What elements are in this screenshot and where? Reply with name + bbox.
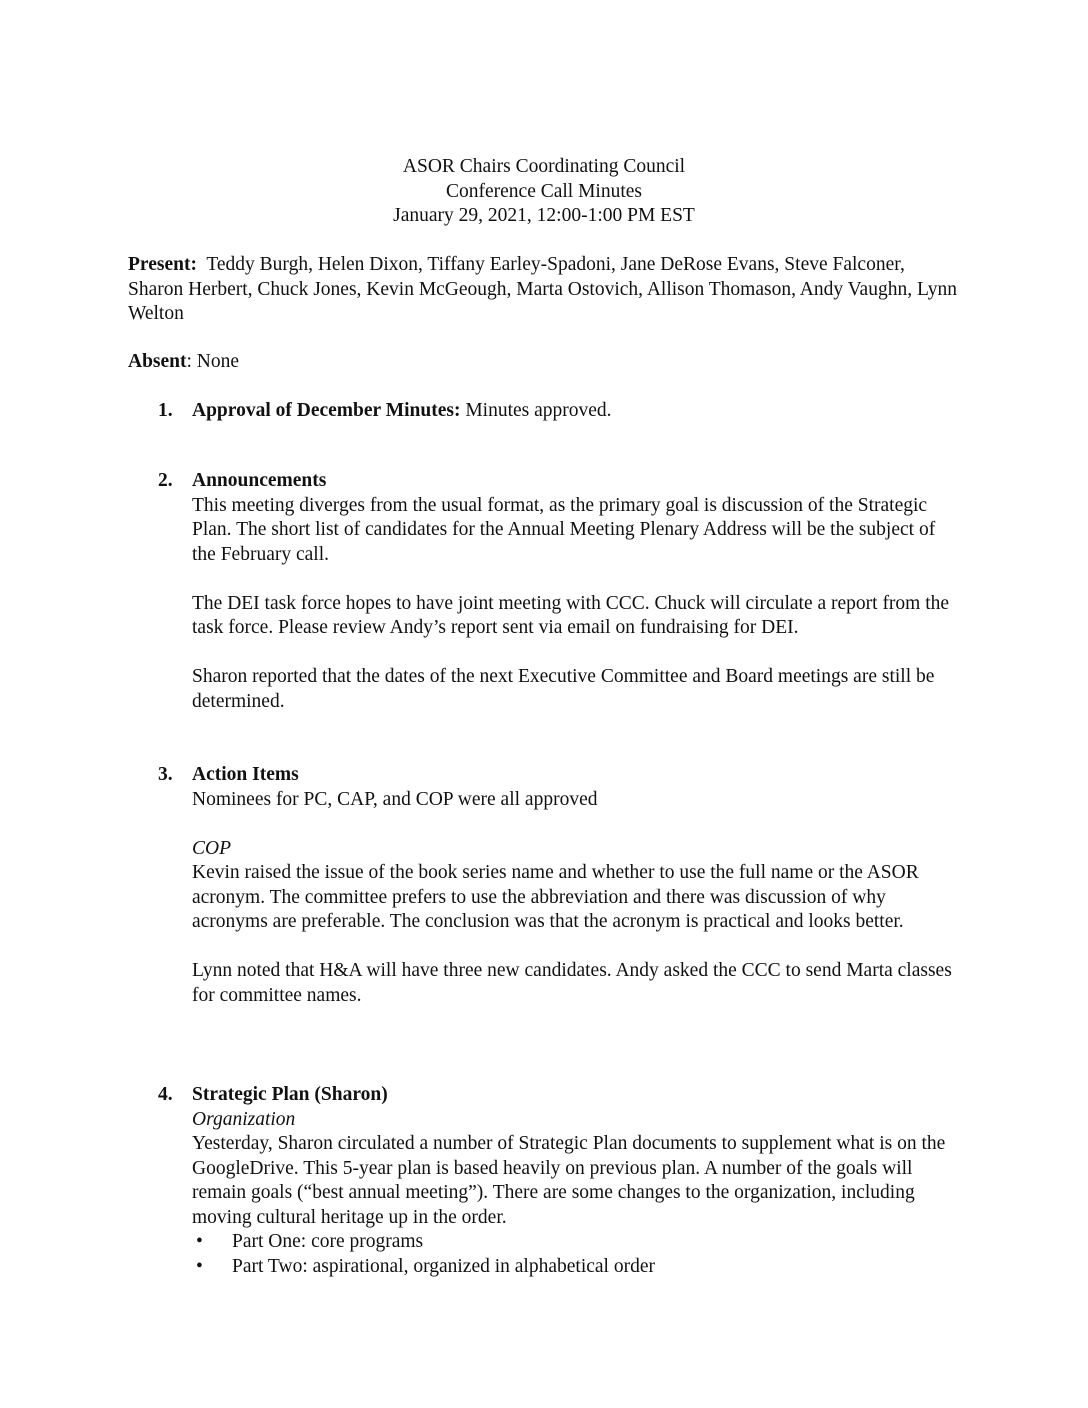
section-number: 4. — [158, 1084, 173, 1105]
section-action-items — [158, 763, 958, 1008]
list-item-text: Part One: core programs — [232, 1231, 424, 1252]
header-date: January 29, 2021, 12:00-1:00 PM EST — [393, 205, 695, 226]
section-number: 1. — [158, 400, 173, 421]
bullet-icon: • — [196, 1231, 203, 1252]
action-items-paragraph: Lynn noted that H&A will have three new candidates. Andy asked the CCC to send Marta classes for committee names. — [192, 960, 952, 1006]
section-title: Strategic Plan (Sharon) — [192, 1084, 388, 1105]
section-title: Announcements — [192, 470, 327, 491]
list-item-text: Part Two: aspirational, organized in alphabetical order — [232, 1255, 655, 1277]
bullet-icon: • — [196, 1255, 203, 1277]
announcement-paragraph: The DEI task force hopes to have joint meeting with CCC. Chuck will circulate a report from the task force. Please review Andy’s report sent via email on fundraising for DEI. — [192, 592, 950, 638]
present-label: Present: — [128, 254, 197, 275]
header-organization: ASOR Chairs Coordinating Council — [402, 156, 686, 177]
section-approval — [158, 399, 958, 424]
list-item — [192, 1230, 958, 1255]
section-number: 3. — [158, 764, 173, 785]
strategic-plan-subheading: Organization — [192, 1108, 296, 1130]
strategic-plan-bullets — [192, 1230, 958, 1279]
section-strategic-plan — [158, 1083, 958, 1279]
announcement-paragraph: Sharon reported that the dates of the next Executive Committee and Board meetings are still be determined. — [192, 666, 935, 712]
action-items-subheading: COP — [192, 837, 231, 859]
list-item — [192, 1255, 958, 1280]
section-title: Action Items — [192, 764, 299, 785]
present-list — [128, 253, 963, 327]
section-number: 2. — [158, 470, 173, 491]
announcement-paragraph: This meeting diverges from the usual format, as the primary goal is discussion of the Strategic Plan. The short list of candidates for the Annual Meeting Plenary Address will be the subject of the February call. — [192, 494, 936, 565]
header-title: Conference Call Minutes — [445, 180, 643, 202]
present-names: Teddy Burgh, Helen Dixon, Tiffany Earley-Spadoni, Jane DeRose Evans, Steve Falconer, Sharon Herbert, Chuck Jones, Kevin McGeough, Marta Ostovich, Allison Thomason, Andy Vaughn, Lynn Welton — [128, 254, 962, 324]
absent-line — [128, 350, 963, 375]
section-title: Approval of December Minutes: — [192, 400, 461, 421]
action-items-intro: Nominees for PC, CAP, and COP were all approved — [192, 788, 598, 810]
section-approval-text — [192, 399, 958, 424]
section-announcements — [158, 469, 958, 714]
strategic-plan-paragraph: Yesterday, Sharon circulated a number of Strategic Plan documents to supplement what is on the GoogleDrive. This 5-year plan is based heavily on previous plan. A number of the goals will remain goals (“best annual meeting”). There are some changes to the organization, including moving cultural heritage up in the order. — [192, 1133, 946, 1228]
absent-text: : None — [186, 351, 240, 372]
absent-label: Absent — [128, 351, 187, 372]
action-items-paragraph: Kevin raised the issue of the book series name and whether to use the full name or the ASOR acronym. The committee prefers to use the abbreviation and there was discussion of why acronyms are preferable. The conclusion was that the acronym is practical and looks better. — [192, 862, 919, 932]
document-header — [0, 155, 1088, 229]
section-approval-result: Minutes approved. — [460, 400, 612, 421]
